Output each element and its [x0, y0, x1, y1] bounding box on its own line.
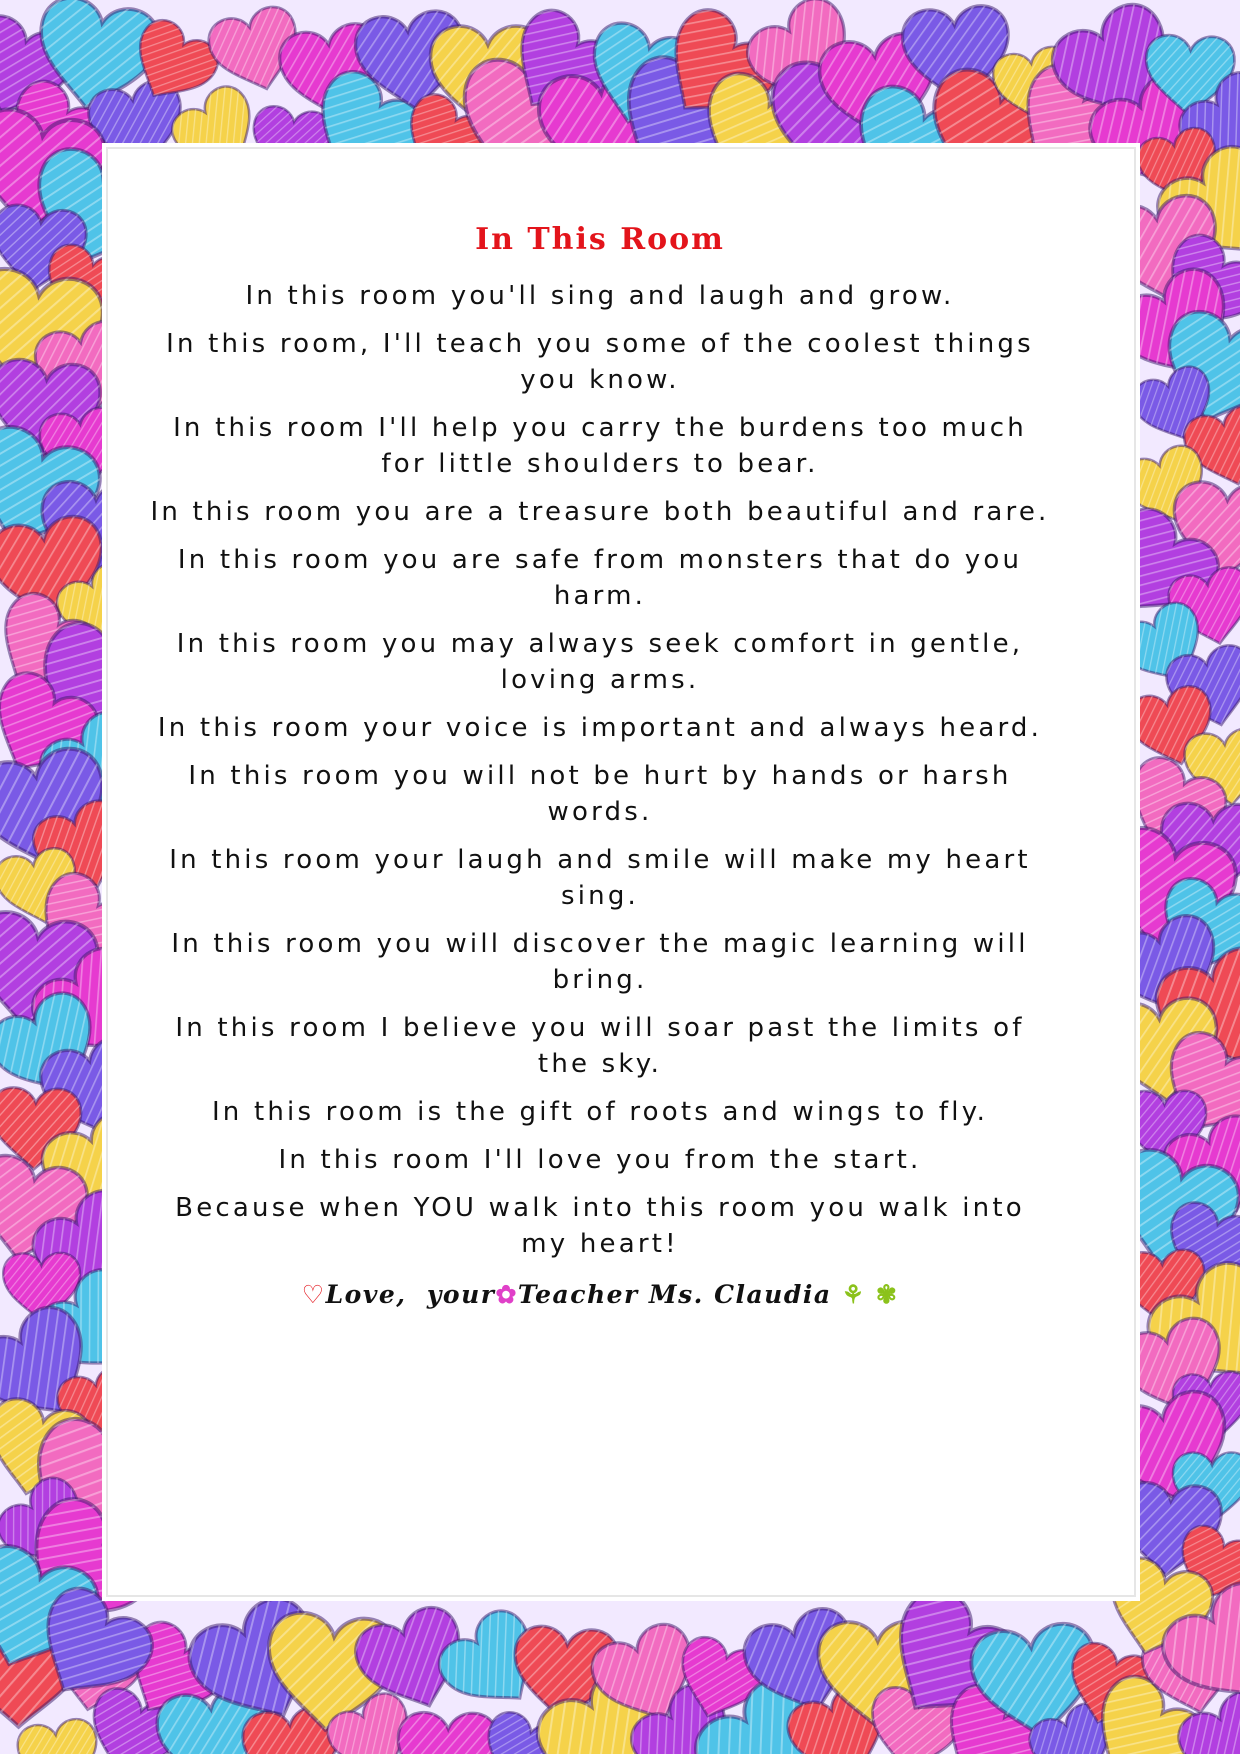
poem-lines — [130, 278, 1070, 1262]
poem-line: In this room you'll sing and laugh and grow. — [245, 281, 955, 311]
butterfly-icon: ✾ — [875, 1280, 899, 1309]
signature — [130, 1278, 1070, 1312]
poem-line: In this room you are safe from monsters that do you harm. — [177, 545, 1023, 611]
poem-line: In this room you may always seek comfort in gentle, loving arms. — [176, 629, 1024, 695]
poem-line: In this room I'll help you carry the burdens too much for little shoulders to bear. — [173, 413, 1027, 479]
poem — [130, 222, 1070, 1312]
signature-love: Love, — [325, 1280, 407, 1309]
poem-line: Because when YOU walk into this room you walk into my heart! — [175, 1193, 1025, 1259]
heart-icon: ♡ — [301, 1280, 326, 1309]
rose-icon: ⚘ — [841, 1280, 866, 1309]
poem-line: In this room, I'll teach you some of the coolest things you know. — [166, 329, 1034, 395]
poem-line: In this room is the gift of roots and wings to fly. — [211, 1097, 989, 1127]
poem-line: In this room you are a treasure both beautiful and rare. — [150, 497, 1050, 527]
poem-title: In This Room — [475, 222, 725, 257]
flower-icon: ✿ — [495, 1280, 518, 1309]
poem-line: In this room your voice is important and always heard. — [157, 713, 1043, 743]
signature-your: your — [426, 1280, 496, 1309]
poem-line: In this room your laugh and smile will make my heart sing. — [169, 845, 1031, 911]
poem-line: In this room I believe you will soar past the limits of the sky. — [175, 1013, 1025, 1079]
poem-line: In this room I'll love you from the start. — [278, 1145, 922, 1175]
poem-line: In this room you will not be hurt by hands or harsh words. — [188, 761, 1012, 827]
signature-teacher: Teacher Ms. Claudia — [517, 1280, 832, 1309]
poem-line: In this room you will discover the magic learning will bring. — [171, 929, 1029, 995]
